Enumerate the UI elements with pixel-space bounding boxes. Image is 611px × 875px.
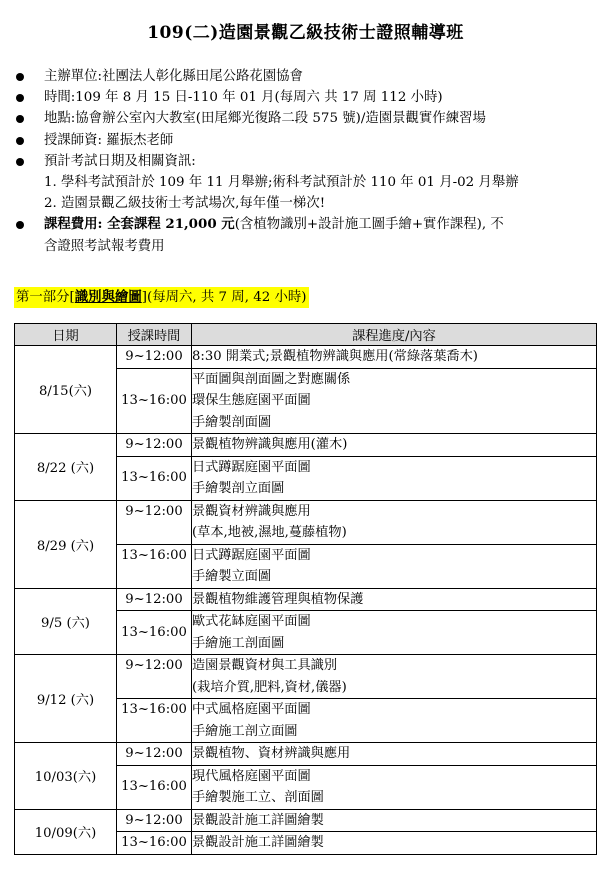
content-cell bbox=[192, 611, 597, 655]
content-line: 景觀植物辨識與應用(灌木) bbox=[192, 437, 348, 452]
bullet-icon bbox=[16, 94, 24, 102]
content-cell bbox=[192, 743, 597, 766]
content-line: 平面圖與剖面圖之對應關係 bbox=[192, 371, 351, 387]
info-time bbox=[14, 87, 608, 108]
time-cell: 9~12:00 bbox=[117, 588, 192, 611]
content-line: 景觀植物、資材辨識與應用 bbox=[192, 746, 351, 761]
time-cell: 9~12:00 bbox=[117, 809, 192, 832]
time-cell: 13~16:00 bbox=[117, 368, 192, 434]
table-header-row bbox=[15, 324, 597, 346]
content-line: 手繪施工剖立面圖 bbox=[192, 723, 298, 739]
organizer-text: 主辦單位:社團法人彰化縣田尾公路花園協會 bbox=[44, 69, 303, 84]
schedule-table bbox=[14, 323, 597, 855]
header-content: 課程進度/內容 bbox=[192, 324, 597, 346]
date-cell: 9/12 (六) bbox=[15, 655, 117, 743]
part-one-heading bbox=[14, 287, 309, 308]
content-cell bbox=[192, 544, 597, 588]
info-exam bbox=[14, 151, 608, 172]
table-row bbox=[15, 655, 597, 699]
content-cell bbox=[192, 588, 597, 611]
content-line: 手繪製立面圖 bbox=[192, 569, 272, 584]
table-row bbox=[15, 434, 597, 457]
bullet-icon bbox=[16, 73, 24, 81]
course-info-list bbox=[14, 66, 608, 257]
content-line: 中式風格庭園平面圖 bbox=[192, 702, 311, 717]
date-cell: 10/03(六) bbox=[15, 743, 117, 810]
table-row bbox=[15, 809, 597, 832]
content-line: 日式蹲踞庭園平面圖 bbox=[192, 547, 311, 563]
content-cell bbox=[192, 346, 597, 369]
content-line: 手繪製施工立、剖面圖 bbox=[192, 790, 324, 805]
date-cell: 8/22 (六) bbox=[15, 434, 117, 501]
table-row bbox=[15, 743, 597, 766]
date-cell: 8/29 (六) bbox=[15, 500, 117, 588]
time-cell: 13~16:00 bbox=[117, 611, 192, 655]
time-cell: 13~16:00 bbox=[117, 765, 192, 809]
table-row bbox=[15, 346, 597, 369]
content-line: 造園景觀資材與工具識別 bbox=[192, 658, 338, 673]
content-line: 環保生態庭園平面圖 bbox=[192, 393, 311, 408]
fee-note-a: (含植物識別+設計施工圖手繪+實作課程), 不 bbox=[234, 217, 504, 233]
header-date: 日期 bbox=[15, 324, 117, 346]
content-line: 景觀設計施工詳圖繪製 bbox=[192, 812, 324, 828]
bullet-icon bbox=[16, 115, 24, 123]
table-row bbox=[15, 588, 597, 611]
part-prefix: 第一部分[ bbox=[16, 290, 75, 305]
content-line: 景觀設計施工詳圖繪製 bbox=[192, 835, 324, 850]
content-cell bbox=[192, 832, 597, 855]
date-cell: 9/5 (六) bbox=[15, 588, 117, 655]
page-title: 109(二)造園景觀乙級技術士證照輔導班 bbox=[147, 23, 464, 43]
content-cell bbox=[192, 765, 597, 809]
time-text: 時間:109 年 8 月 15 日-110 年 01 月(每周六 共 17 周 112 小時) bbox=[44, 90, 443, 106]
info-fee bbox=[14, 214, 608, 235]
content-cell bbox=[192, 456, 597, 500]
time-cell: 9~12:00 bbox=[117, 655, 192, 699]
content-line: 歐式花缽庭園平面圖 bbox=[192, 614, 311, 629]
content-line: 8:30 開業式;景觀植物辨識與應用(常綠落葉喬木) bbox=[192, 349, 478, 364]
time-cell: 13~16:00 bbox=[117, 699, 192, 743]
info-organizer bbox=[14, 66, 608, 87]
content-cell bbox=[192, 368, 597, 434]
bullet-icon bbox=[16, 158, 24, 166]
content-cell bbox=[192, 655, 597, 699]
content-line: 日式蹲踞庭園平面圖 bbox=[192, 459, 311, 475]
part-suffix: ](每周六, 共 7 周, 42 小時) bbox=[141, 290, 307, 305]
content-line: 景觀植物維護管理與植物保護 bbox=[192, 591, 364, 607]
exam-note-2: 2. 造園景觀乙級技術士考試場次,每年僅一梯次! bbox=[44, 196, 326, 212]
bullet-icon bbox=[16, 137, 24, 145]
content-line: 現代風格庭園平面圖 bbox=[192, 768, 311, 784]
date-cell: 10/09(六) bbox=[15, 809, 117, 854]
exam-heading: 預計考試日期及相關資訊: bbox=[44, 153, 196, 169]
content-cell bbox=[192, 500, 597, 544]
content-line: 手繪製剖面圖 bbox=[192, 414, 272, 430]
header-time: 授課時間 bbox=[117, 324, 192, 346]
content-line: (草本,地被,濕地,蔓藤植物) bbox=[192, 525, 347, 540]
fee-label: 課程費用: 全套課程 21,000 元 bbox=[44, 216, 235, 233]
content-line: (栽培介質,肥料,資材,儀器) bbox=[192, 679, 347, 695]
info-teacher bbox=[14, 130, 608, 151]
time-cell: 9~12:00 bbox=[117, 434, 192, 457]
time-cell: 13~16:00 bbox=[117, 456, 192, 500]
bullet-icon bbox=[16, 221, 24, 229]
content-cell bbox=[192, 699, 597, 743]
info-location bbox=[14, 108, 608, 129]
date-cell: 8/15(六) bbox=[15, 346, 117, 434]
location-text: 地點:協會辦公室內大教室(田尾鄉光復路二段 575 號)/造園景觀實作練習場 bbox=[44, 111, 486, 127]
part-name: 識別與繪圖 bbox=[74, 289, 142, 305]
content-line: 手繪施工剖面圖 bbox=[192, 635, 285, 651]
fee-note-b: 含證照考試報考費用 bbox=[44, 238, 165, 254]
time-cell: 9~12:00 bbox=[117, 743, 192, 766]
time-cell: 13~16:00 bbox=[117, 832, 192, 855]
exam-note-1: 1. 學科考試預計於 109 年 11 月舉辦;術科考試預計於 110 年 01 月-02 月舉辦 bbox=[44, 174, 519, 190]
teacher-text: 授課師資: 羅振杰老師 bbox=[44, 132, 174, 148]
content-cell bbox=[192, 434, 597, 457]
table-row bbox=[15, 500, 597, 544]
content-line: 景觀資材辨識與應用 bbox=[192, 503, 311, 519]
schedule-body bbox=[15, 346, 597, 855]
time-cell: 13~16:00 bbox=[117, 544, 192, 588]
content-line: 手繪製剖立面圖 bbox=[192, 481, 285, 496]
time-cell: 9~12:00 bbox=[117, 500, 192, 544]
content-cell bbox=[192, 809, 597, 832]
time-cell: 9~12:00 bbox=[117, 346, 192, 369]
